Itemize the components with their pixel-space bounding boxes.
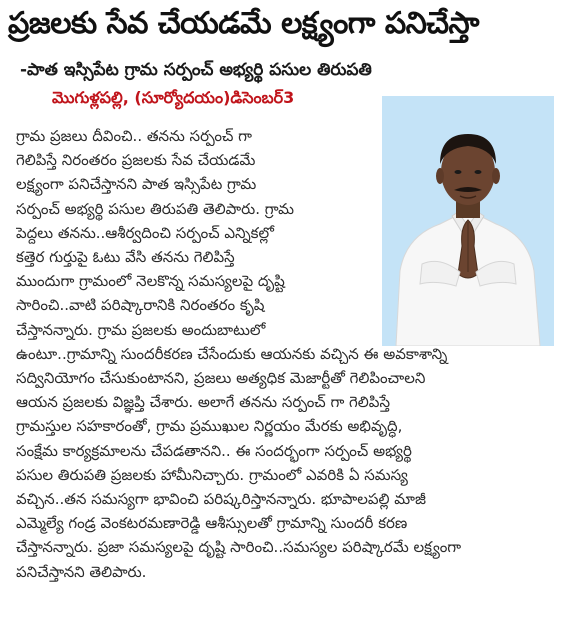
body-line: చేస్తానన్నారు. ప్రజా సమస్యలపై దృష్టి సారించి..సమస్యల పరిష్కారమే లక్ష్యంగా xyxy=(16,538,462,557)
body-line: సద్వినియోగం చేసుకుంటానని, ప్రజలు అత్యధిక మెజార్టీతో గెలిపించాలని xyxy=(16,369,426,388)
body-line: ఆయన ప్రజలకు విజ్ఞప్తి చేశారు. అలాగే తనను సర్పంచ్ గా గెలిపిస్తే xyxy=(16,393,390,412)
body-line: కత్తెర గుర్తుపై ఓటు వేసి తనను గెలిపిస్తే xyxy=(16,248,235,267)
body-line: సారించి..వాటి పరిష్కారానికి నిరంతరం కృషి xyxy=(16,296,265,315)
body-line: గ్రామస్తుల సహకారంతో, గ్రామ ప్రముఖుల నిర్ణయం మేరకు అభివృద్ధి, xyxy=(16,417,403,436)
body-line: గ్రామ ప్రజలు దీవించి.. తనను సర్పంచ్ గా xyxy=(16,127,252,145)
body-line: సర్పంచ్ అభ్యర్థి పసుల తిరుపతి తెలిపారు. గ్రామ xyxy=(16,199,294,218)
subheadline: -పాత ఇస్సిపేట గ్రామ సర్పంచ్ అభ్యర్థి పసుల తిరుపతి xyxy=(20,60,372,80)
article-body xyxy=(16,124,578,584)
body-line: చేస్తానన్నారు. గ్రామ ప్రజలకు అందుబాటులో xyxy=(16,320,266,339)
body-line: వచ్చిన..తన సమస్యగా భావించి పరిష్కరిస్తానన్నారు. భూపాలపల్లి మాజీ xyxy=(16,490,426,509)
body-line: ముందుగా గ్రామంలో నెలకొన్న సమస్యలపై దృష్టి xyxy=(16,272,285,291)
body-line: పసుల తిరుపతి ప్రజలకు హామీనిచ్చారు. గ్రామంలో ఎవరికి ఏ సమస్య xyxy=(16,465,408,484)
body-line: ఉంటూ..గ్రామాన్ని సుందరీకరణ చేసేందుకు ఆయనకు వచ్చిన ఈ అవకాశాన్ని xyxy=(16,344,448,363)
body-line: లక్ష్యంగా పనిచేస్తానని పాత ఇస్సిపేట గ్రామ xyxy=(16,175,257,194)
body-line: పనిచేస్తానని తెలిపారు. xyxy=(16,562,147,581)
body-line: పెద్దలు తనను..ఆశీర్వదించి సర్పంచ్ ఎన్నికల్లో xyxy=(16,223,274,242)
headline: ప్రజలకు సేవ చేయడమే లక్ష్యంగా పనిచేస్తా xyxy=(8,6,479,41)
body-line: సంక్షేమ కార్యక్రమాలను చేపడతానని.. ఈ సందర్భంగా సర్పంచ్ అభ్యర్థి xyxy=(16,441,412,460)
dateline: మొగుళ్లపల్లి, (సూర్యోదయం)డిసెంబర్3 xyxy=(52,88,295,107)
body-line: ఎమ్మెల్యే గండ్ర వెంకటరమణారెడ్డి ఆశీస్సులతో గ్రామాన్ని సుందరీ కరణ xyxy=(16,514,408,533)
body-line: గెలిపిస్తే నిరంతరం ప్రజలకు సేవ చేయడమే xyxy=(16,151,256,170)
page-bottom-edge xyxy=(0,628,584,638)
